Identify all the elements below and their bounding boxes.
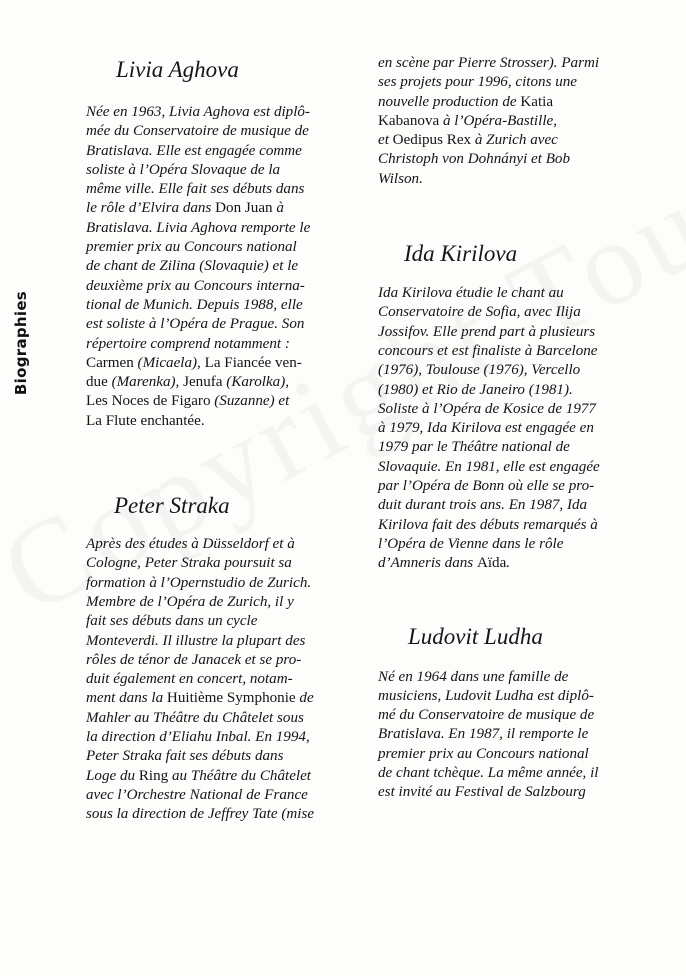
work-title-text: Ring bbox=[138, 767, 169, 784]
text-line bbox=[86, 767, 368, 786]
text-segment: Christoph von Dohnányi et Bob bbox=[378, 151, 571, 168]
text-line bbox=[86, 612, 368, 631]
work-title-text: Les Noces de Figaro bbox=[86, 393, 211, 410]
work-title-text: Katia bbox=[520, 93, 554, 110]
text-line bbox=[378, 303, 648, 322]
text-segment: soliste à l’Opéra Slovaque de la bbox=[86, 161, 281, 178]
work-title-text: Carmen bbox=[86, 354, 134, 371]
text-segment: 1979 par le Théâtre national de bbox=[378, 439, 570, 456]
text-segment: (1976), Toulouse (1976), Vercello bbox=[378, 362, 581, 379]
text-line bbox=[378, 438, 648, 457]
left-column bbox=[86, 54, 368, 825]
text-segment: est invité au Festival de Salzbourg bbox=[378, 784, 586, 801]
text-segment: le rôle d’Elvira dans bbox=[86, 200, 216, 217]
text-line bbox=[86, 554, 368, 573]
text-segment: concours et est finaliste à Barcelone bbox=[378, 342, 598, 359]
text-line bbox=[86, 180, 368, 199]
text-segment: la direction d’Eliahu Inbal. En 1994, bbox=[86, 729, 310, 746]
text-segment: nouvelle production de bbox=[378, 93, 521, 110]
text-segment: de bbox=[295, 690, 314, 707]
text-segment: Soliste à l’Opéra de Kosice de 1977 bbox=[378, 400, 596, 417]
bio-ida-kirilova bbox=[378, 284, 648, 573]
text-segment: tional de Munich. Depuis 1988, elle bbox=[86, 296, 303, 313]
text-line bbox=[378, 361, 648, 380]
heading-ludovit-ludha: Ludovit Ludha bbox=[408, 623, 543, 649]
text-segment: deuxième prix au Concours interna- bbox=[86, 277, 305, 294]
text-line bbox=[378, 535, 648, 554]
text-segment: Slovaquie. En 1981, elle est engagée bbox=[378, 458, 600, 475]
text-segment: formation à l’Opernstudio de Zurich. bbox=[86, 574, 312, 591]
text-segment: à 1979, Ida Kirilova est engagée en bbox=[378, 420, 594, 437]
text-line bbox=[378, 150, 648, 169]
work-title-text: Don Juan bbox=[215, 200, 273, 217]
text-segment: Bratislava. En 1987, il remporte le bbox=[378, 726, 589, 743]
text-line bbox=[378, 554, 648, 573]
heading-ida-kirilova: Ida Kirilova bbox=[404, 241, 518, 267]
text-segment: Cologne, Peter Straka poursuit sa bbox=[86, 555, 292, 572]
text-segment: Bratislava. Elle est engagée comme bbox=[86, 142, 302, 159]
text-line bbox=[86, 651, 368, 670]
text-line bbox=[86, 786, 368, 805]
text-segment: au Théâtre du Châtelet bbox=[168, 767, 312, 784]
text-segment: Peter Straka fait ses débuts dans bbox=[86, 748, 284, 765]
text-segment: de chant de Zilina (Slovaquie) et le bbox=[86, 258, 299, 275]
text-segment: sous la direction de Jeffrey Tate (mise bbox=[86, 806, 315, 823]
text-line bbox=[86, 315, 368, 334]
text-line bbox=[86, 670, 368, 689]
text-segment: Jossifov. Elle prend part à plusieurs bbox=[378, 323, 596, 340]
text-line bbox=[378, 54, 648, 73]
text-line bbox=[378, 93, 648, 112]
text-segment: à Zurich avec bbox=[471, 132, 558, 149]
text-segment: avec l’Orchestre National de France bbox=[86, 786, 308, 803]
text-line bbox=[378, 496, 648, 515]
text-segment: par l’Opéra de Bonn où elle se pro- bbox=[378, 478, 595, 495]
text-segment: d’Amneris dans bbox=[378, 555, 477, 572]
text-line bbox=[86, 574, 368, 593]
text-segment: Kirilova fait des débuts remarqués à bbox=[378, 516, 598, 533]
text-line bbox=[378, 687, 648, 706]
text-line bbox=[378, 381, 648, 400]
text-segment: répertoire comprend notamment : bbox=[86, 335, 290, 352]
text-line bbox=[86, 199, 368, 218]
text-segment: à bbox=[272, 200, 284, 217]
text-line bbox=[86, 161, 368, 180]
text-line bbox=[378, 516, 648, 535]
text-segment: de chant tchèque. La même année, il bbox=[378, 765, 599, 782]
text-line bbox=[86, 354, 368, 373]
text-segment: Monteverdi. Il illustre la plupart des bbox=[86, 632, 306, 649]
text-line bbox=[378, 112, 648, 131]
text-segment: Conservatoire de Sofia, avec Ilija bbox=[378, 304, 581, 321]
text-line bbox=[86, 709, 368, 728]
text-line bbox=[378, 764, 648, 783]
text-segment: Bratislava. Livia Aghova remporte le bbox=[86, 219, 311, 236]
text-segment: Ida Kirilova étudie le chant au bbox=[378, 285, 564, 302]
work-title-text: Huitième Symphonie bbox=[166, 690, 296, 707]
work-title-text: Aïda bbox=[476, 555, 507, 572]
text-line bbox=[86, 632, 368, 651]
text-segment: (Micaela), bbox=[133, 354, 205, 371]
text-segment: premier prix au Concours national bbox=[86, 239, 297, 256]
text-segment: même ville. Elle fait ses débuts dans bbox=[86, 181, 305, 198]
text-line bbox=[86, 728, 368, 747]
text-line bbox=[378, 323, 648, 342]
text-line bbox=[378, 419, 648, 438]
bio-livia-aghova bbox=[86, 103, 368, 431]
text-segment: (Karolka), bbox=[222, 374, 290, 391]
text-segment: l’Opéra de Vienne dans le rôle bbox=[378, 535, 564, 552]
text-segment: mée du Conservatoire de musique de bbox=[86, 123, 309, 140]
text-line bbox=[378, 783, 648, 802]
text-segment: Wilson. bbox=[378, 170, 423, 187]
text-line bbox=[86, 392, 368, 411]
text-line bbox=[86, 373, 368, 392]
text-line bbox=[378, 73, 648, 92]
work-title-text: Kabanova bbox=[378, 112, 440, 129]
text-segment: (Suzanne) et bbox=[210, 393, 290, 410]
text-segment: en scène par Pierre Strosser). Parmi bbox=[378, 55, 600, 71]
text-segment: musiciens, Ludovit Ludha est diplô- bbox=[378, 687, 594, 704]
text-segment: . bbox=[506, 555, 511, 572]
text-line bbox=[86, 412, 368, 431]
text-segment: mé du Conservatoire de musique de bbox=[378, 707, 595, 724]
work-title-text: Jenufa bbox=[183, 374, 223, 391]
text-segment: Après des études à Düsseldorf et à bbox=[86, 536, 295, 553]
text-line bbox=[378, 725, 648, 744]
text-segment: Mahler au Théâtre du Châtelet sous bbox=[86, 709, 304, 726]
text-segment: (1980) et Rio de Janeiro (1981). bbox=[378, 381, 573, 398]
text-segment: est soliste à l’Opéra de Prague. Son bbox=[86, 316, 305, 333]
text-line bbox=[86, 296, 368, 315]
text-segment: rôles de ténor de Janacek et se pro- bbox=[86, 651, 302, 668]
text-line bbox=[378, 342, 648, 361]
text-segment: Né en 1964 dans une famille de bbox=[378, 668, 569, 685]
text-line bbox=[86, 805, 368, 824]
text-line bbox=[86, 535, 368, 554]
text-segment: duit également en concert, notam- bbox=[86, 671, 293, 688]
work-title-text: La Flute enchantée. bbox=[86, 412, 205, 429]
text-segment: Loge du bbox=[86, 767, 139, 784]
text-segment: fait ses débuts dans un cycle bbox=[86, 613, 258, 630]
right-column bbox=[378, 54, 648, 803]
text-segment: et bbox=[378, 132, 393, 149]
heading-peter-straka: Peter Straka bbox=[114, 493, 230, 519]
text-line bbox=[86, 747, 368, 766]
text-line bbox=[378, 170, 648, 189]
text-line bbox=[378, 400, 648, 419]
bio-peter-straka-continued bbox=[378, 54, 648, 189]
text-line bbox=[86, 689, 368, 708]
text-segment: ment dans la bbox=[86, 690, 167, 707]
work-title-text: Oedipus Rex bbox=[392, 132, 472, 149]
text-line bbox=[378, 477, 648, 496]
text-line bbox=[86, 219, 368, 238]
work-title-text: La Fiancée ven- bbox=[204, 354, 302, 371]
text-line bbox=[378, 131, 648, 150]
work-title-text: due bbox=[86, 374, 108, 391]
text-line bbox=[86, 103, 368, 122]
text-line bbox=[86, 122, 368, 141]
text-line bbox=[86, 142, 368, 161]
bio-ludovit-ludha bbox=[378, 668, 648, 803]
text-segment: duit durant trois ans. En 1987, Ida bbox=[378, 497, 588, 514]
text-segment: à l’Opéra-Bastille, bbox=[439, 112, 557, 129]
text-segment: premier prix au Concours national bbox=[378, 745, 589, 762]
heading-livia-aghova: Livia Aghova bbox=[116, 57, 239, 82]
bio-peter-straka bbox=[86, 535, 368, 824]
text-segment: Membre de l’Opéra de Zurich, il y bbox=[86, 593, 294, 610]
text-line bbox=[86, 257, 368, 276]
section-label-biographies: Biographies bbox=[12, 290, 30, 396]
text-line bbox=[86, 335, 368, 354]
text-line bbox=[86, 277, 368, 296]
text-line bbox=[378, 706, 648, 725]
text-line bbox=[378, 284, 648, 303]
text-line bbox=[86, 238, 368, 257]
text-line bbox=[378, 458, 648, 477]
text-segment: (Marenka), bbox=[107, 374, 184, 391]
text-line bbox=[378, 668, 648, 687]
text-segment: ses projets pour 1996, citons une bbox=[378, 74, 578, 91]
text-segment: Née en 1963, Livia Aghova est diplô- bbox=[86, 104, 310, 120]
text-line bbox=[86, 593, 368, 612]
text-line bbox=[378, 745, 648, 764]
